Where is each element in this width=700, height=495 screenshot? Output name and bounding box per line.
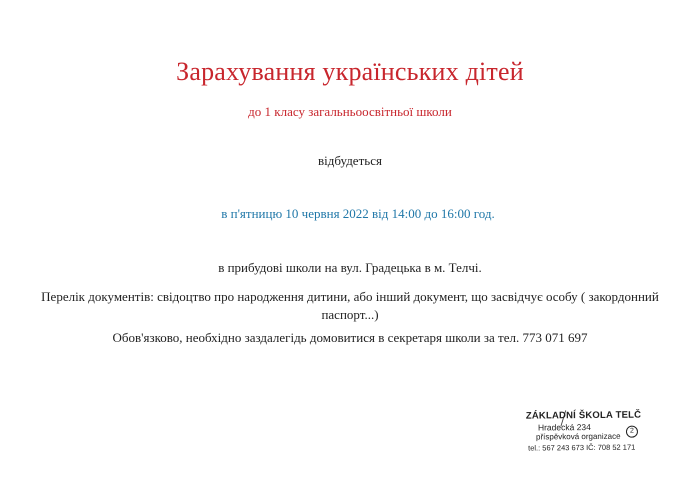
stamp-contacts: tel.: 567 243 673 IČ: 708 52 171 — [528, 442, 636, 453]
documents-list: Перелік документів: свідоцтво про народження дитини, або інший документ, що засвідчує особу ( закордонний паспорт...) — [41, 289, 659, 322]
document-subtitle: до 1 класу загальньоосвітньої школи — [248, 104, 452, 119]
stamp-address: Hradecká 234 — [537, 422, 591, 433]
event-date: в п'ятницю 10 червня 2022 від 14:00 до 16:00 год. — [221, 206, 495, 221]
happen-text: відбудеться — [318, 153, 382, 168]
stamp-school-name: ZÁKLADNÍ ŠKOLA TELČ — [525, 409, 642, 422]
school-stamp — [518, 409, 668, 460]
stamp-number: 2 — [626, 426, 638, 438]
event-place: в прибудові школи на вул. Градецька в м. Телчі. — [218, 260, 482, 275]
phone-note: Обов'язково, необхідно заздалегідь домовитися в секретаря школи за тел. 773 071 697 — [112, 330, 588, 345]
stamp-organization: příspěvková organizace — [535, 431, 621, 442]
document-title: Зарахування українських дітей — [176, 57, 524, 86]
